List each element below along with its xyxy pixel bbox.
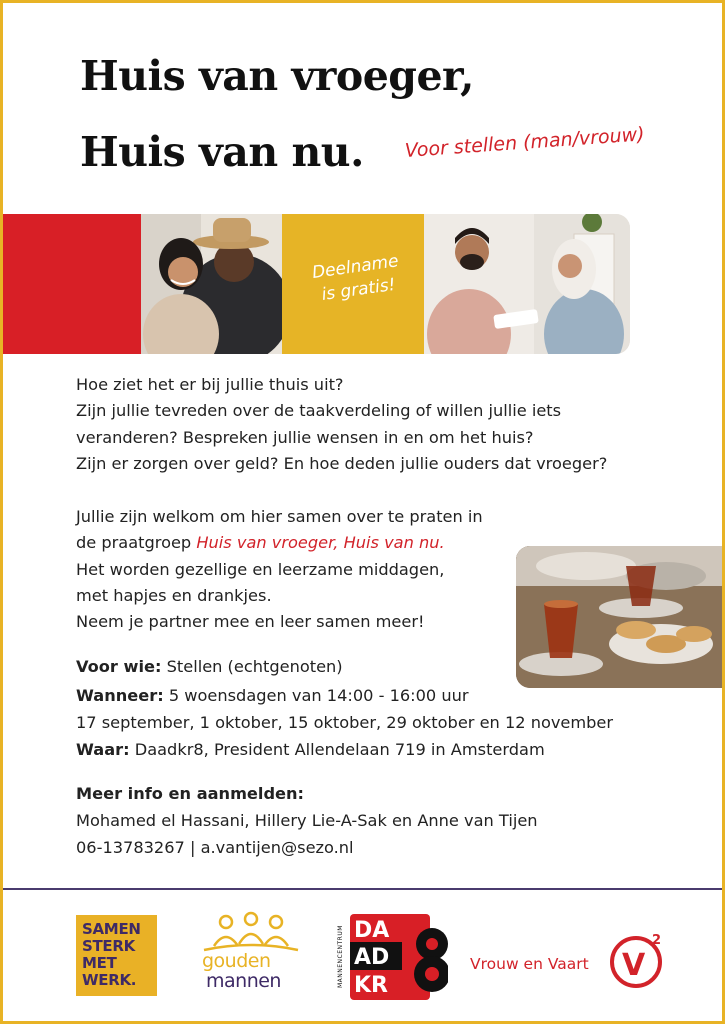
- intro-line: Hoe ziet het er bij jullie thuis uit?: [76, 375, 344, 394]
- badge-line-1: Deelname: [310, 251, 400, 284]
- daad-letters-1: DA: [354, 918, 390, 943]
- who-label: Voor wie:: [76, 657, 162, 676]
- tea-photo-illustration: [516, 546, 722, 688]
- conversation-photo-illustration: [424, 214, 630, 354]
- couple-photo-illustration: [141, 214, 282, 354]
- intro-line: Zijn jullie tevreden over de taakverdeling of willen jullie iets: [76, 401, 562, 421]
- detail-dates: 17 september, 1 oktober, 15 oktober, 29 oktober en 12 november: [76, 713, 614, 732]
- people-icon: [196, 910, 306, 954]
- banner-red-block: [3, 214, 141, 354]
- subtitle-tagline: Voor stellen (man/vrouw): [404, 123, 646, 162]
- where-label: Waar:: [76, 740, 130, 759]
- contact-heading: Meer info en aanmelden:: [76, 784, 305, 803]
- badge-line-2: is gratis!: [320, 274, 397, 305]
- contact-names: Mohamed el Hassani, Hillery Lie-A-Sak en Anne van Tijen: [76, 811, 538, 830]
- welcome-paragraph: [76, 504, 483, 635]
- welcome-line-5: Neem je partner mee en leer samen meer!: [76, 612, 425, 632]
- daad-letters-3: KR: [354, 973, 388, 998]
- ssmw-line: WERK.: [82, 971, 137, 989]
- ssmw-line: MET: [82, 954, 117, 972]
- daad-digit: 8: [420, 986, 421, 987]
- daadkr8-logo: [337, 914, 447, 1000]
- welcome-line-3: Het worden gezellige en leerzame middagen,: [76, 559, 445, 579]
- v-letter: V: [622, 948, 646, 983]
- samen-sterk-met-werk-logo: [76, 915, 157, 996]
- mannencentrum-text: MANNENCENTRUM: [337, 925, 344, 989]
- vrouw-en-vaart-text: Vrouw en Vaart: [470, 955, 589, 973]
- contact-phone-email: 06-13783267 | a.vantijen@sezo.nl: [76, 838, 354, 857]
- detail-where: [76, 740, 545, 759]
- group-name-highlight: Huis van vroeger, Huis van nu.: [196, 533, 445, 553]
- vrouw-en-vaart-logo: [470, 930, 670, 990]
- tea-photo: [516, 546, 722, 688]
- intro-line: veranderen? Bespreken jullie wensen in en om het huis?: [76, 427, 534, 447]
- couple-photo: [141, 214, 282, 354]
- when-label: Wanneer:: [76, 686, 164, 705]
- ssmw-line: STERK: [82, 937, 135, 955]
- when-value: 5 woensdagen van 14:00 - 16:00 uur: [163, 686, 469, 705]
- daadkr8-mark: [350, 914, 448, 1000]
- title-line-2: Huis van nu.: [80, 128, 364, 176]
- where-value: Daadkr8, President Allendelaan 719 in Amsterdam: [129, 740, 545, 759]
- gouden-mannen-logo: [196, 910, 306, 1000]
- intro-paragraph: [76, 372, 607, 477]
- title-line-1: Huis van vroeger,: [80, 52, 474, 100]
- who-value: Stellen (echtgenoten): [161, 657, 343, 676]
- intro-line: Zijn er zorgen over geld? En hoe deden jullie ouders dat vroeger?: [76, 453, 608, 473]
- mannen-text: mannen: [206, 970, 281, 992]
- daad-letters-2: AD: [354, 945, 390, 970]
- superscript-two: 2: [652, 933, 662, 948]
- welcome-line-2-prefix: de praatgroep: [76, 533, 197, 553]
- conversation-photo: [424, 214, 630, 354]
- detail-when: [76, 686, 469, 705]
- detail-who: [76, 657, 343, 676]
- v2-mark-icon: [608, 930, 668, 990]
- welcome-line-1: Jullie zijn welkom om hier samen over te praten in: [76, 507, 483, 526]
- footer-divider: [3, 888, 722, 890]
- ssmw-line: SAMEN: [82, 920, 141, 938]
- welcome-line-4: met hapjes en drankjes.: [76, 585, 272, 605]
- welcome-line-2: [76, 530, 483, 556]
- gouden-text: gouden: [202, 950, 271, 972]
